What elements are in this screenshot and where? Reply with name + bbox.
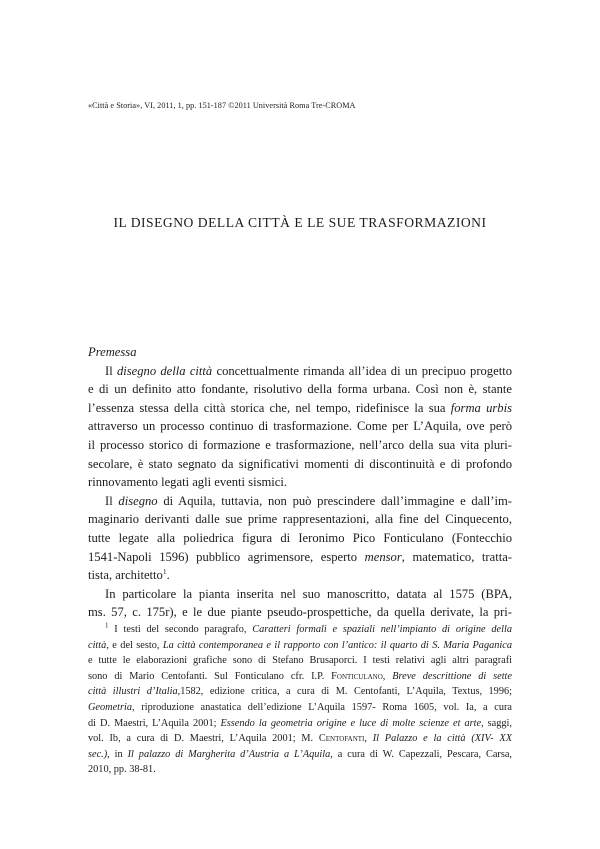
footnote-line: città, e del sesto, La città contemporanea e il rapporto con l’antico: il quarto di S. Maria Paganica: [88, 639, 512, 651]
text-line: Il disegno della città concettualmente rimanda all’idea di un precipuo progetto: [105, 363, 512, 378]
footnote-line: città illustri d’Italia,1582, edizione critica, a cura di M. Centofanti, L’Aquila, Textus, 1996;: [88, 686, 512, 698]
text-line: secolare, è stato segnato da significativi momenti di discontinuità e di profondo: [88, 456, 512, 471]
footnote-reference[interactable]: 1: [162, 566, 167, 576]
text-line: l’essenza stessa della città storica che, nel tempo, ridefinisce la sua forma urbis: [88, 400, 512, 415]
footnote-line: 2010, pp. 38-81.: [88, 764, 156, 776]
text-line: In particolare la pianta inserita nel suo manoscritto, datata al 1575 (BPA,: [105, 586, 512, 601]
text-line: maginario derivanti dalle sue prime rappresentazioni, alla fine del Cinquecento,: [88, 512, 512, 527]
footnote-line: di D. Maestri, L’Aquila 2001; Essendo la geometria origine e luce di molte scienze et arte, saggi,: [88, 717, 512, 729]
article-body: [88, 343, 512, 622]
footnote-line: $^1$ I testi del secondo paragrafo, Caratteri formali e spaziali nell’impianto di origine della: [105, 621, 512, 635]
text-line: attraverso un processo continuo di trasformazione. Come per L’Aquila, ove però: [88, 419, 512, 434]
footnote-line: sec.), in Il palazzo di Margherita d’Austria a L’Aquila, a cura di W. Capezzali, Pescara, Carsa,: [88, 748, 512, 760]
text-line: tutte legate alla poliedrica figura di Ieronimo Pico Fonticulano (Fontecchio: [88, 530, 512, 545]
paragraph-3: [88, 585, 512, 622]
text-line: Il disegno di Aquila, tuttavia, non può prescindere dall’immagine e dall’im-: [105, 493, 512, 508]
footnote-number: 1: [105, 621, 109, 630]
footnote-line: vol. Ib, a cura di D. Maestri, L’Aquila 2001; M. Centofanti, Il Palazzo e la città (XIV- XX: [88, 733, 512, 745]
text-line: il processo storico di formazione e trasformazione, nell’arco della sua vita pluri-: [88, 437, 512, 452]
footnotes: [88, 622, 512, 778]
paragraph-1: [88, 362, 512, 492]
text-line: tista, architetto$^1$.: [88, 566, 170, 583]
footnote-line: e tutte le elaborazioni grafiche sono di Stefano Brusaporci. I testi relativi agli altri paragrafi: [88, 655, 512, 667]
text-line: rinnovamento legati agli eventi sismici.: [88, 475, 288, 490]
paragraph-2: [88, 492, 512, 585]
footnote-line: Geometria, riproduzione anastatica dell’edizione L’Aquila 1597- Roma 1605, vol. Ia, a cura: [88, 701, 512, 713]
footnote-line: sono di Mario Centofanti. Sul Fonticulano cfr. I.P. Fonticulano, Breve descrittione di sette: [88, 670, 512, 682]
journal-citation-header: «Città e Storia», VI, 2011, 1, pp. 151-187 ©2011 Università Roma Tre-CROMA: [88, 101, 356, 110]
text-line: ms. 57, c. 175r), e le due piante pseudo-prospettiche, da quella derivate, la pri-: [88, 605, 512, 620]
section-heading: Premessa: [88, 345, 137, 359]
text-line: e di un definito atto fondante, risolutivo della forma urbana. Così non è, stante: [88, 382, 512, 397]
text-line: 1541-Napoli 1596) pubblico agrimensore, esperto mensor, matematico, tratta-: [88, 549, 512, 564]
article-title: IL DISEGNO DELLA CITTÀ E LE SUE TRASFORMAZIONI: [113, 215, 487, 230]
